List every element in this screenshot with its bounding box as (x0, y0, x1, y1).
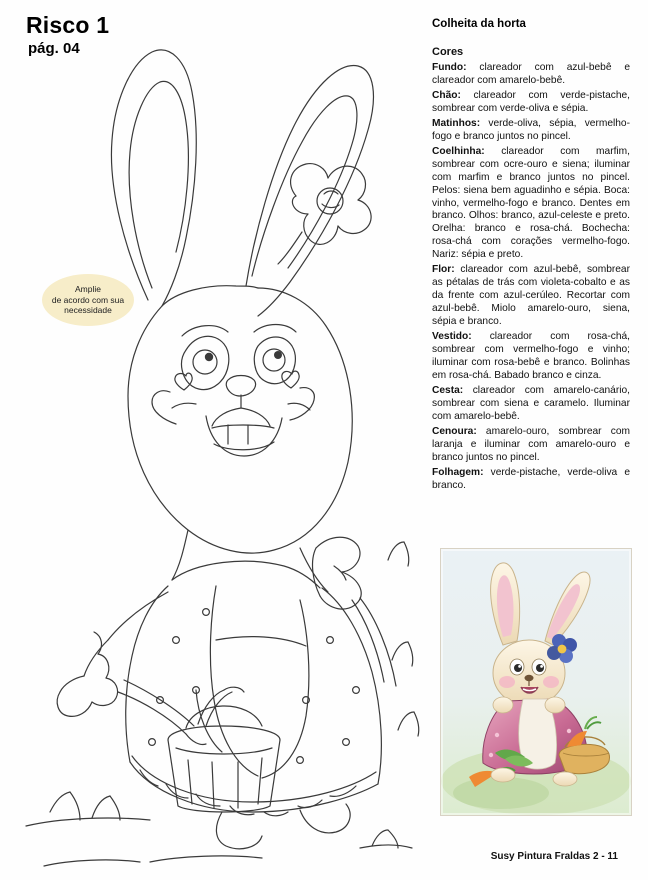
colors-list (432, 62, 630, 495)
color-entry (432, 331, 630, 383)
color-entry-text: clareador com azul-bebê, sombrear as pétalas de trás com violeta-cobalto e as da frente com azul-cerúleo. Recortar com azul-bebê. Miolo amarelo-ouro, siena, sépia e branco. (432, 264, 630, 328)
color-entry (432, 90, 630, 116)
color-entry-text: verde-oliva, sépia, vermelho-fogo e branco juntos no pincel. (432, 117, 630, 142)
color-entry-label: Matinhos: (432, 117, 481, 129)
enlarge-note (42, 274, 134, 326)
enlarge-note-line2: de acordo com sua (51, 294, 125, 305)
color-entry-label: Cesta: (432, 384, 464, 396)
color-entry (432, 264, 630, 329)
painted-sample-photo (440, 548, 632, 816)
page-title: Risco 1 (26, 12, 110, 38)
colors-heading: Cores (432, 46, 464, 58)
color-entry-label: Flor: (432, 264, 455, 276)
color-entry-label: Fundo: (432, 62, 467, 73)
enlarge-note-line3: necessidade (64, 305, 112, 316)
color-entry (432, 467, 630, 493)
color-entry-text: amarelo-ouro, sombrear com laranja e iluminar com amarelo-ouro e branco juntos no pincel. (432, 425, 630, 463)
color-entry-label: Chão: (432, 89, 461, 101)
enlarge-note-line1: Amplie (75, 284, 101, 295)
color-entry-text: clareador com marfim, sombrear com ocre-ouro e siena; iluminar com marfim e branco juntos no pincel. Pelos: siena bem aguadinho e sépia. Boca: vinho, vermelho-fogo e branco. Dentes em branco. Olhos: branco, azul-celeste e preto. Orelha: branco e rosa-chá. Bochecha: rosa-chá com corações vermelho-fogo. Nariz: sépia e preto. (432, 145, 630, 261)
color-entry-text: clareador com azul-bebê e clareador com amarelo-bebê. (432, 62, 630, 86)
color-entry-text: clareador com verde-pistache, sombrear com verde-oliva e sépia. (432, 89, 630, 114)
color-entry-text: clareador com rosa-chá, sombrear com vermelho-fogo e vinho; iluminar com rosa-bebê e branco. Bolinhas em rosa-chá. Babado branco e cinza. (432, 331, 630, 381)
color-entry (432, 146, 630, 263)
page-number-label: pág. 04 (28, 40, 80, 57)
instructions-column (432, 0, 632, 880)
color-entry (432, 118, 630, 144)
color-entry (432, 426, 630, 465)
color-entry (432, 385, 630, 424)
color-entry-label: Coelhinha: (432, 145, 485, 157)
color-entry-text: verde-pistache, verde-oliva e branco. (432, 466, 630, 491)
color-entry-label: Vestido: (432, 331, 472, 343)
color-entry (432, 62, 630, 88)
project-title: Colheita da horta (432, 18, 526, 30)
color-entry-label: Cenoura: (432, 425, 477, 437)
color-entry-text: clareador com amarelo-canário, sombrear com siena e caramelo. Iluminar com amarelo-bebê. (432, 384, 630, 422)
color-entry-label: Folhagem: (432, 466, 484, 478)
footer-credit: Susy Pintura Fraldas 2 - 11 (490, 851, 618, 862)
